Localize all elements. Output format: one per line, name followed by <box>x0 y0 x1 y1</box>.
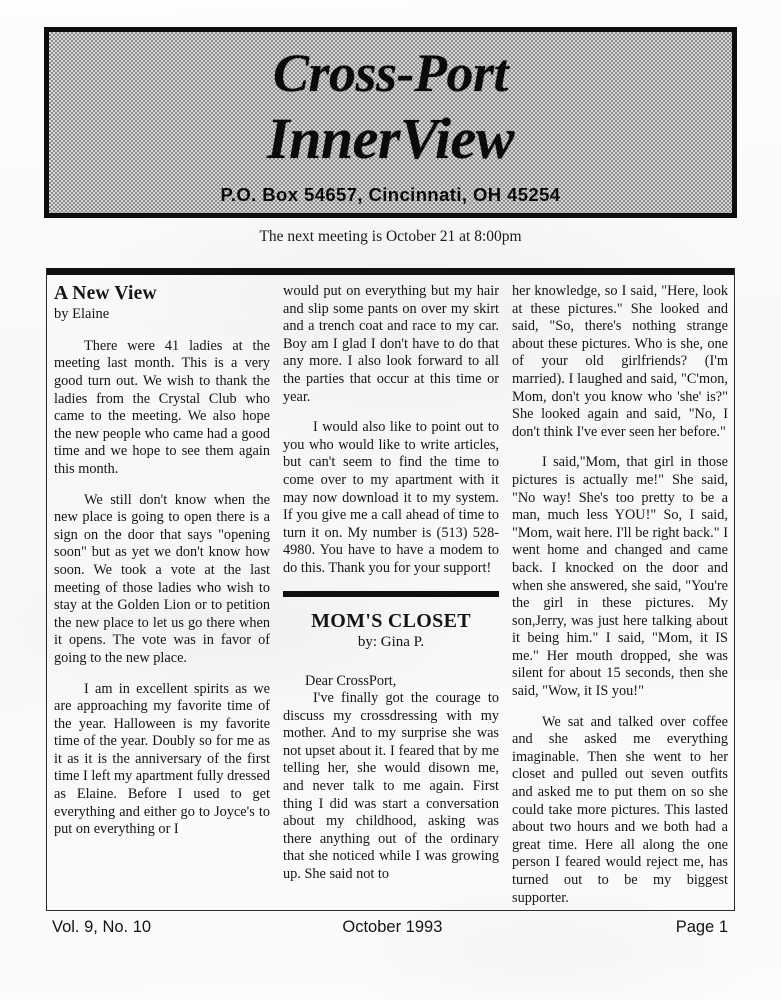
paragraph: would put on everything but my hair and slip some pants on over my skirt and a trench coat and race to my car. Boy am I glad I don't have to do that any more. I also look forward to all the parties that occur at this time or year. <box>283 283 499 405</box>
masthead-content <box>49 32 732 213</box>
section-divider-rule <box>283 591 499 597</box>
footer-page-number: Page 1 <box>675 918 728 936</box>
footer-issue-date: October 1993 <box>342 918 443 936</box>
paragraph: her knowledge, so I said, "Here, look at these pictures." She looked and said, "So, there's nothing strange about these pictures. Who is she, one of your old girlfriends? (I'm married). I laughed and said, "C'mon, Mom, don't you know who 'she' is?" She looked again and said, "No, I don't think I've ever seen her before." <box>512 283 728 440</box>
paragraph: We still don't know when the new place is going to open there is a sign on the door that says "opening soon" but as yet we don't know how soon. We took a vote at the last meeting of those ladies who wish to stay at the Golden Lion or to petition the new place to let us go there when it opens. The vote was in favor of going to the new place. <box>54 491 270 666</box>
paragraph: I said,"Mom, that girl in those pictures is actually me!" She said, "No way! She's too pretty to be a man, much less YOU!" So, I said, "Mom, wait here. I'll be right back." I went home and changed and came back. I knocked on the door and when she answered, she said, "You're the girl in these pictures. My son,Jerry, was just here talking about it being him." I said, "Mom, it IS me." Her mouth dropped, she was silent for about 15 seconds, then she said, "Wow, it IS you!" <box>512 454 728 700</box>
article-title-a-new-view: A New View <box>54 283 157 304</box>
paragraph: We sat and talked over coffee and she asked me everything imaginable. Then she went to her closet and pulled out seven outfits and asked me to put them on so she could take more pictures. This lasted about two hours and we both had a great time. Here all along the one person I feared would reject me, has turned out to be my biggest supporter. <box>512 713 728 906</box>
column-2 <box>283 283 499 903</box>
paragraph: I would also like to point out to you who would like to write articles, but can't seem to find the time to come over to my apartment with it may now download it to my system. If you give me a call ahead of time to turn it on. My number is (513) 528-4980. You have to have a modem to do this. Thank you for your support! <box>283 419 499 576</box>
masthead-title-line-2: InnerView <box>267 106 514 171</box>
column-3 <box>512 283 728 906</box>
masthead-title-line-1: Cross-Port <box>272 43 509 103</box>
paragraph: There were 41 ladies at the meeting last month. This is a very good turn out. We wish to thank the ladies from the Crystal Club who came to the meeting. We also hope the new people who came had a good time and we hope to see them again this month. <box>54 337 270 477</box>
letter-greeting: Dear CrossPort, <box>305 672 397 689</box>
footer-volume-issue: Vol. 9, No. 10 <box>52 918 152 936</box>
article-title-moms-closet: MOM'S CLOSET <box>311 609 471 632</box>
paragraph: I've finally got the courage to discuss my crossdressing with my mother. And to my surprise she was not upset about it. I feared that by me telling her, she would disown me, and never talk to me again. First thing I did was start a conversation about my childhood, asking was there anything out of the ordinary that she noticed while I was growing up. She said not to <box>283 690 499 883</box>
column-1 <box>54 283 270 903</box>
article-columns <box>54 283 728 906</box>
page-footer <box>52 918 728 937</box>
masthead-address: P.O. Box 54657, Cincinnati, OH 45254 <box>220 184 561 205</box>
paragraph: I am in excellent spirits as we are approaching my favorite time of the year. Halloween is my favorite time of the year. Doubly so for me as it as it is the anniversary of the first time I left my apartment fully dressed as Elaine. Before I used to get everything and either go to Joyce's to put on everything or I <box>54 680 270 838</box>
next-meeting-note: The next meeting is October 21 at 8:00pm <box>259 228 522 245</box>
article-byline-moms-closet: by: Gina P. <box>357 633 425 650</box>
article-byline-a-new-view: by Elaine <box>54 306 110 323</box>
masthead-banner <box>44 27 737 218</box>
